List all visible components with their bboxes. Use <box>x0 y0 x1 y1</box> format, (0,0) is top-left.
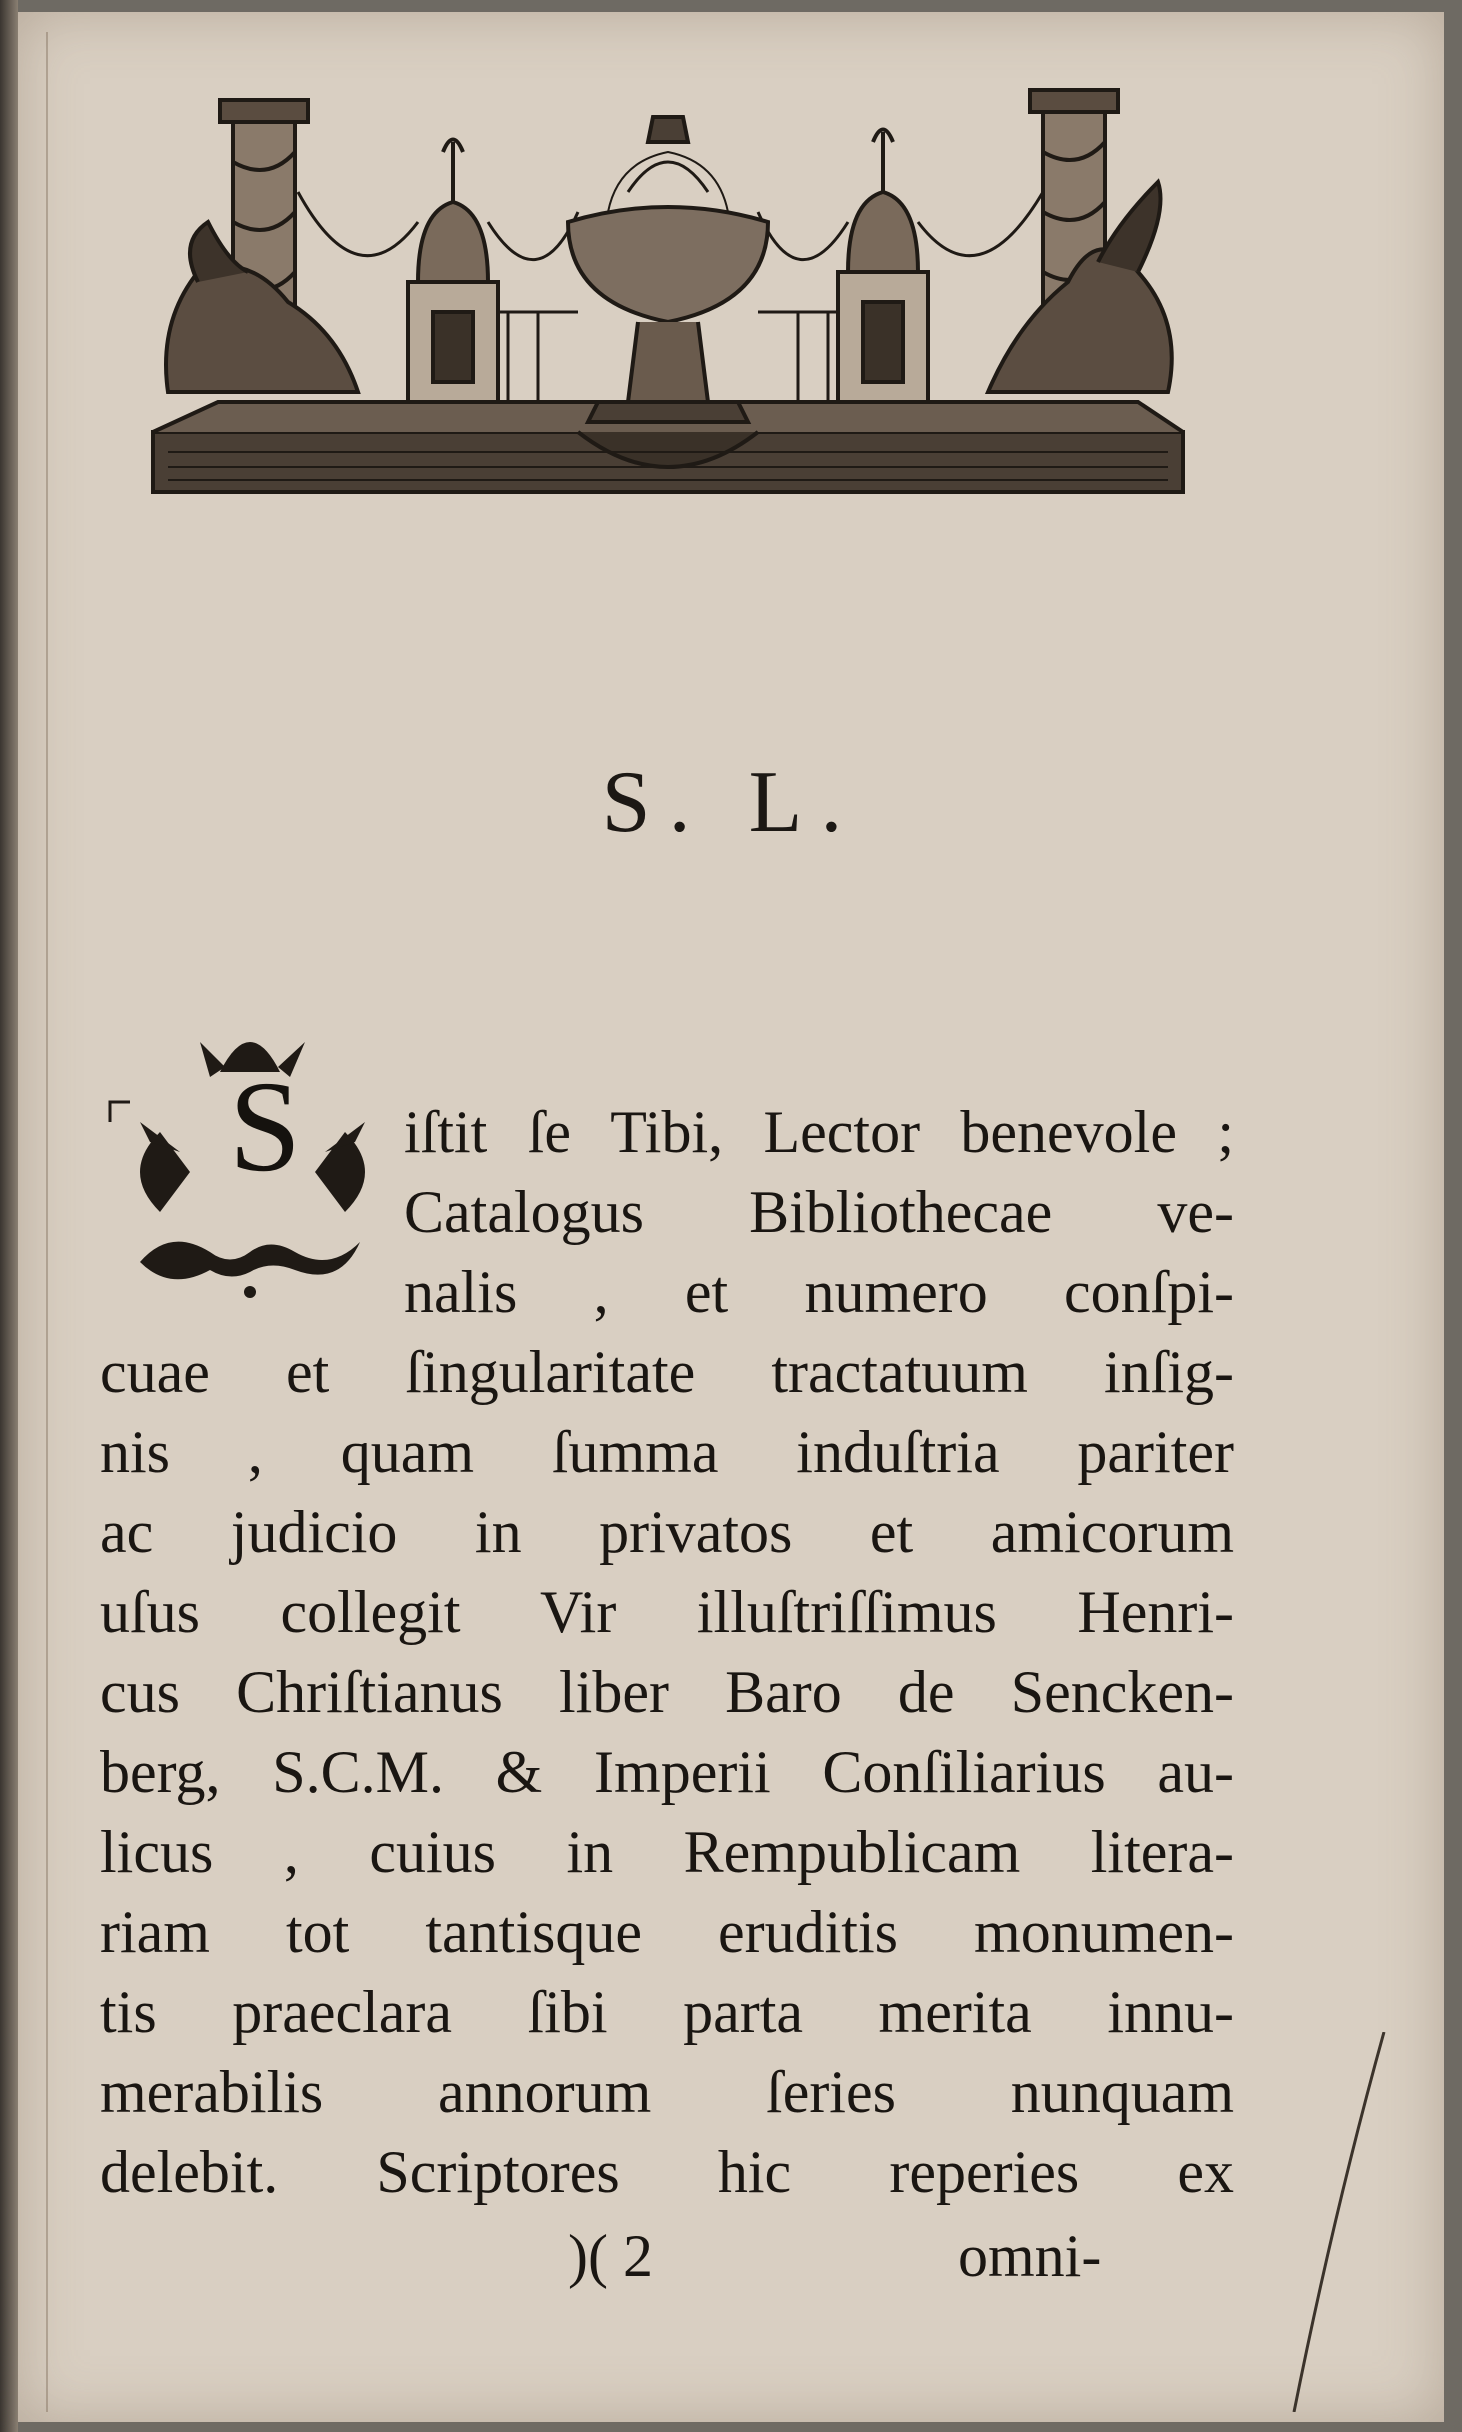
catchword: omni- <box>958 2223 1102 2289</box>
body-line-14: delebit. Scriptores hic reperies ex <box>100 2139 1234 2205</box>
body-line-3: nalis , et numero conſpi- <box>404 1259 1234 1325</box>
body-line-4: cuae et ſingularitate tractatuum inſig- <box>100 1339 1234 1405</box>
body-line-1: iſtit ſe Tibi, Lector benevole ; <box>404 1099 1234 1165</box>
book-page <box>18 12 1444 2422</box>
paper-fold-line <box>1274 2032 1394 2412</box>
book-spine-shadow <box>0 0 18 2432</box>
body-line-10: licus , cuius in Rempublicam litera- <box>100 1819 1234 1885</box>
body-line-11: riam tot tantisque eruditis monumen- <box>100 1899 1234 1965</box>
body-line-12: tis praeclara ſibi parta merita innu- <box>100 1979 1234 2045</box>
section-heading: S. L. <box>601 754 861 851</box>
signature-mark: )( 2 <box>568 2223 653 2289</box>
woodcut-vignette <box>138 72 1198 522</box>
body-line-5: nis , quam ſumma induſtria pariter <box>100 1419 1234 1485</box>
drop-cap-letter: S <box>228 1055 302 1199</box>
decorated-initial <box>100 1002 400 1302</box>
body-line-8: cus Chriſtianus liber Baro de Sencken- <box>100 1659 1234 1725</box>
body-line-9: berg, S.C.M. & Imperii Conſiliarius au- <box>100 1739 1234 1805</box>
page-gutter-crease <box>46 32 48 2412</box>
body-line-13: merabilis annorum ſeries nunquam <box>100 2059 1234 2125</box>
body-line-2: Catalogus Bibliothecae ve- <box>404 1179 1234 1245</box>
body-line-6: ac judicio in privatos et amicorum <box>100 1499 1234 1565</box>
body-line-7: uſus collegit Vir illuſtriſſimus Henri- <box>100 1579 1234 1645</box>
